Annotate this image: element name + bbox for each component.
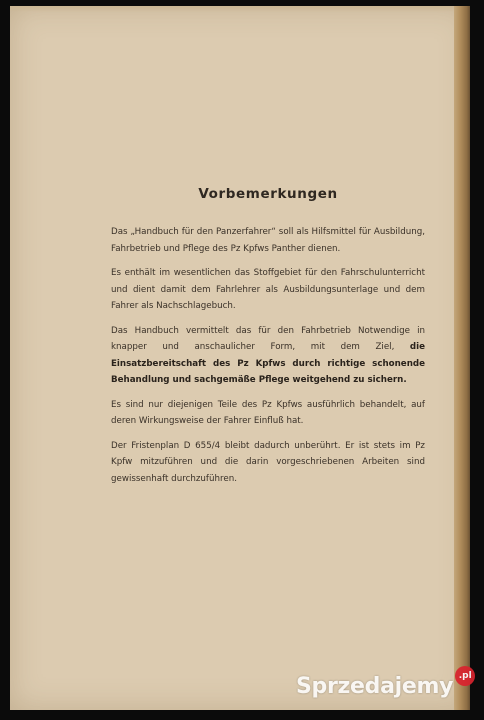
paragraph-4: Es sind nur diejenigen Teile des Pz Kpfws ausführlich behandelt, auf deren Wirkungsweise der Fahrer Einfluß hat. [111,399,425,426]
page-title: Vorbemerkungen [198,186,338,202]
paragraph-2: Es enthält im wesentlichen das Stoffgebiet für den Fahrschulunterricht und dient damit dem Fahrlehrer als Ausbildungsunterlage und dem Fahrer als Nachschlagebuch. [111,268,425,311]
watermark-text: Sprzedajemy [296,673,454,699]
paragraph-1: Das „Handbuch für den Panzerfahrer“ soll als Hilfsmittel für Ausbildung, Fahrbetrieb und Pflege des Pz Kpfws Panther dienen. [111,227,425,254]
document-page [10,6,470,710]
paragraph-3 [111,323,425,389]
paper-right-edge [454,6,470,710]
paragraph-3-text: Das Handbuch vermittelt das für den Fahrbetrieb Notwendige in knapper und anschaulicher Form, mit dem Ziel, [111,325,425,352]
page-content [111,186,425,495]
paragraph-5: Der Fristenplan D 655/4 bleibt dadurch unberührt. Er ist stets im Pz Kpfw mitzuführen und die darin vorgeschriebenen Arbeiten sind gewissenhaft durchzuführen. [111,440,425,484]
watermark-badge: .pl [455,666,475,686]
paper-top-edge [10,6,470,12]
paragraph-3-bold-text: die Einsatzbereitschaft des Pz Kpfws durch richtige schonende Behandlung und sachgemäße Pflege weitgehend zu sichern. [111,342,425,385]
site-watermark [296,669,475,703]
